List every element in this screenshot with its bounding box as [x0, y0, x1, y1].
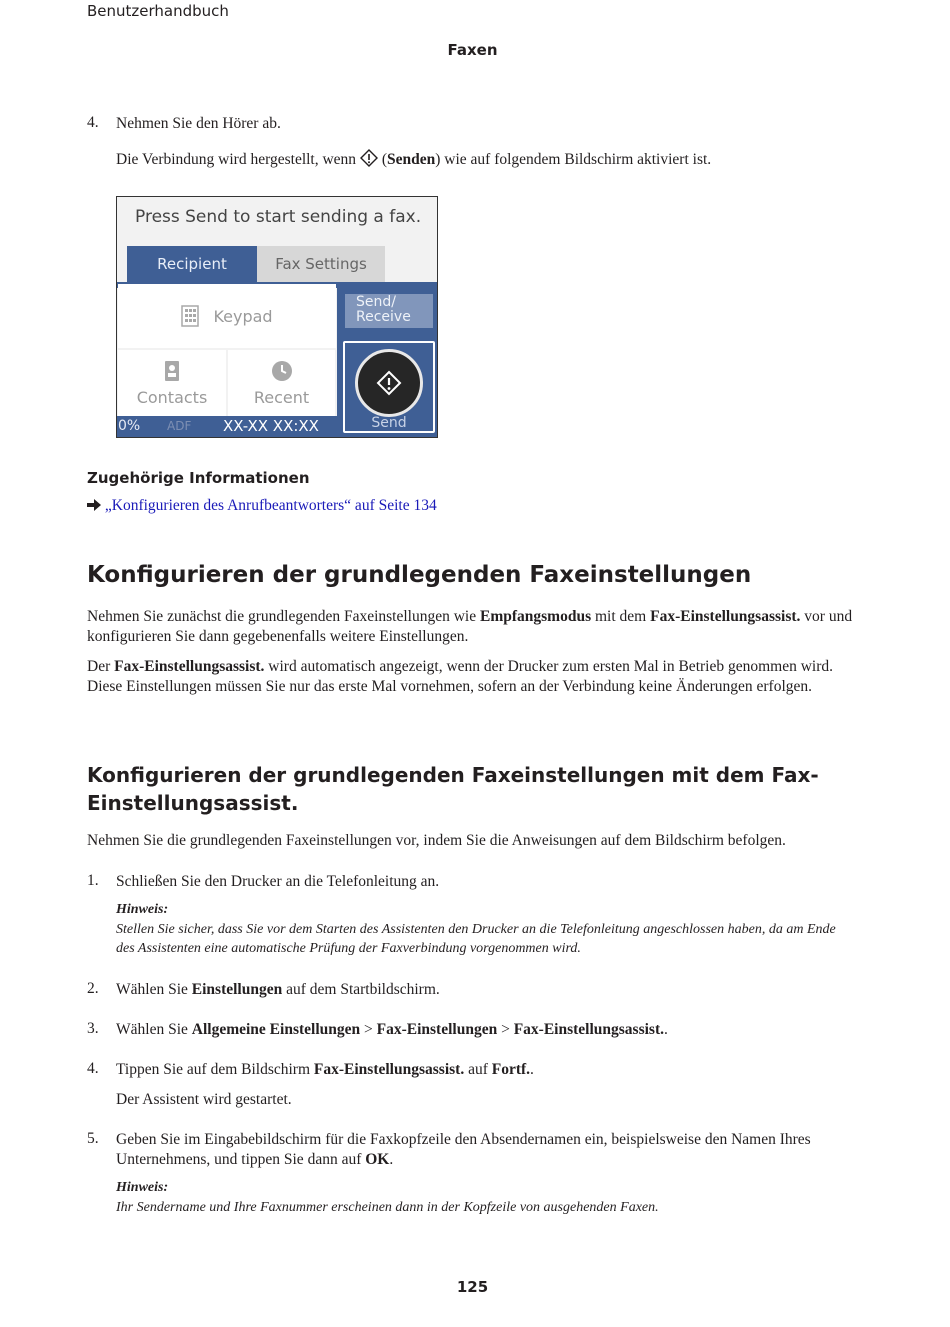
- step-text: [116, 1060, 856, 1080]
- status-percent: 0%: [118, 418, 141, 434]
- subsection-title-line1: Konfigurieren der grundlegenden Faxeinstellungen mit dem Fax-: [87, 763, 819, 787]
- section-title: Konfigurieren der grundlegenden Faxeinstellungen: [87, 562, 752, 588]
- step-text: Schließen Sie den Drucker an die Telefonleitung an.: [116, 873, 440, 890]
- note-text: Ihr Sendername und Ihre Faxnummer erscheinen dann in der Kopfzeile von ausgehenden Faxen.: [116, 1200, 659, 1215]
- step-number: 2.: [87, 980, 99, 997]
- bold-term: Allgemeine Einstellungen: [191, 1021, 361, 1038]
- screen-message: Press Send to start sending a fax.: [135, 207, 422, 227]
- step-number: 4.: [87, 1060, 99, 1077]
- step-text: [116, 1020, 856, 1040]
- text-run: wird automatisch angezeigt, wenn der Drucker zum ersten Mal in Betrieb genommen wird. Diese Einstellungen müssen Sie nur das erste Mal vornehmen, sofern an der Verbindung keine Änderungen erfolgen.: [87, 658, 834, 695]
- recent-button[interactable]: [228, 350, 335, 416]
- separator: >: [364, 1021, 373, 1038]
- note-heading: Hinweis:: [116, 1180, 169, 1195]
- status-adf: ADF: [167, 419, 192, 433]
- separator: >: [501, 1021, 510, 1038]
- step-text: Nehmen Sie den Hörer ab.: [116, 115, 281, 132]
- note-text: Stellen Sie sicher, dass Sie vor dem Starten des Assistenten den Drucker an die Telefonleitung angeschlossen haben, da am Ende des Assistenten eine automatische Prüfung der Faxverbindung vorgenommen wird.: [116, 922, 836, 956]
- bold-term: Fax-Einstellungsassist.: [114, 658, 265, 675]
- text-run: mit dem: [595, 608, 647, 625]
- send-button-circle: [355, 349, 423, 417]
- bold-term: Fortf.: [491, 1061, 531, 1078]
- text-run: Wählen Sie: [116, 1021, 188, 1038]
- text-run: Geben Sie im Eingabebildschirm für die Faxkopfzeile den Absendernamen ein, beispielsweise den Namen Ihres Unternehmens, und tippen Sie dann auf: [116, 1131, 811, 1168]
- text-run: .: [389, 1151, 394, 1168]
- related-link[interactable]: „Konfigurieren des Anrufbeantworters“ auf Seite 134: [104, 497, 437, 514]
- text-run: auf: [468, 1061, 488, 1078]
- arrow-right-icon: [87, 499, 101, 511]
- bold-term: Senden: [386, 151, 436, 168]
- text-run: wie auf folgendem Bildschirm aktiviert ist.: [444, 151, 712, 168]
- text-run: Nehmen Sie zunächst die grundlegenden Faxeinstellungen wie: [87, 608, 477, 625]
- bold-term: Fax-Einstellungsassist.: [513, 1021, 664, 1038]
- bold-term: OK: [365, 1151, 390, 1168]
- send-icon: [376, 370, 402, 396]
- step-text: [116, 980, 856, 1000]
- related-info-heading: Zugehörige Informationen: [87, 469, 310, 487]
- keypad-label: Keypad: [213, 306, 273, 326]
- bold-term: Empfangsmodus: [480, 608, 592, 625]
- bold-term: Fax-Einstellungen: [376, 1021, 498, 1038]
- paragraph: Nehmen Sie die grundlegenden Faxeinstellungen vor, indem Sie die Anweisungen auf dem Bildschirm befolgen.: [87, 832, 786, 849]
- related-link-row: [87, 497, 437, 515]
- bold-term: Einstellungen: [191, 981, 283, 998]
- step-number: 5.: [87, 1130, 99, 1147]
- send-icon: [360, 149, 378, 167]
- text-run: Tippen Sie auf dem Bildschirm: [116, 1061, 311, 1078]
- paragraph: [87, 657, 862, 697]
- bold-term: Fax-Einstellungsassist.: [313, 1061, 465, 1078]
- step-subtext: Der Assistent wird gestartet.: [116, 1091, 292, 1108]
- text-run: .: [664, 1021, 668, 1038]
- note-heading: Hinweis:: [116, 902, 169, 917]
- step-number: 3.: [87, 1020, 99, 1037]
- text-run: auf dem Startbildschirm.: [286, 981, 440, 998]
- tab-recipient[interactable]: Recipient: [127, 246, 257, 282]
- text-run: Wählen Sie: [116, 981, 188, 998]
- contacts-label: Contacts: [136, 387, 208, 407]
- tab-fax-settings[interactable]: Fax Settings: [257, 246, 385, 282]
- step-text: [116, 1130, 856, 1170]
- bold-term: Fax-Einstellungsassist.: [650, 608, 801, 625]
- send-label: Send: [371, 415, 407, 431]
- recent-label: Recent: [253, 387, 310, 407]
- subsection-title: [87, 761, 819, 817]
- text-run: vor und konfigurieren Sie dann gegebenenfalls weitere Einstellungen.: [87, 608, 853, 645]
- status-time: XX-XX XX:XX: [223, 417, 319, 435]
- text-run: Der: [87, 658, 111, 675]
- step-number: 4.: [87, 114, 99, 131]
- running-header-chapter: Faxen: [447, 41, 498, 59]
- recent-icon: [271, 360, 293, 382]
- send-receive-label-line2: Receive: [356, 309, 411, 325]
- keypad-icon: [181, 305, 199, 327]
- contacts-icon: [163, 360, 181, 382]
- paragraph: [87, 607, 862, 647]
- subsection-title-line2: Einstellungsassist.: [87, 791, 299, 815]
- send-button[interactable]: [343, 341, 435, 433]
- contacts-button[interactable]: [118, 350, 226, 416]
- status-bar: [117, 416, 343, 437]
- text-run: .: [530, 1061, 534, 1078]
- running-header-book: Benutzerhandbuch: [87, 2, 229, 20]
- send-receive-button[interactable]: [345, 294, 433, 328]
- step-subtext: Die Verbindung wird hergestellt, wenn (Senden) wie auf folgendem Bildschirm aktiviert ist.: [116, 151, 712, 168]
- keypad-button[interactable]: [118, 284, 336, 348]
- page-number: 125: [456, 1278, 489, 1296]
- send-receive-label-line1: Send/: [356, 294, 396, 310]
- printer-screen-figure: [116, 196, 438, 438]
- text-run: Die Verbindung wird hergestellt, wenn: [116, 151, 357, 168]
- step-number: 1.: [87, 872, 99, 889]
